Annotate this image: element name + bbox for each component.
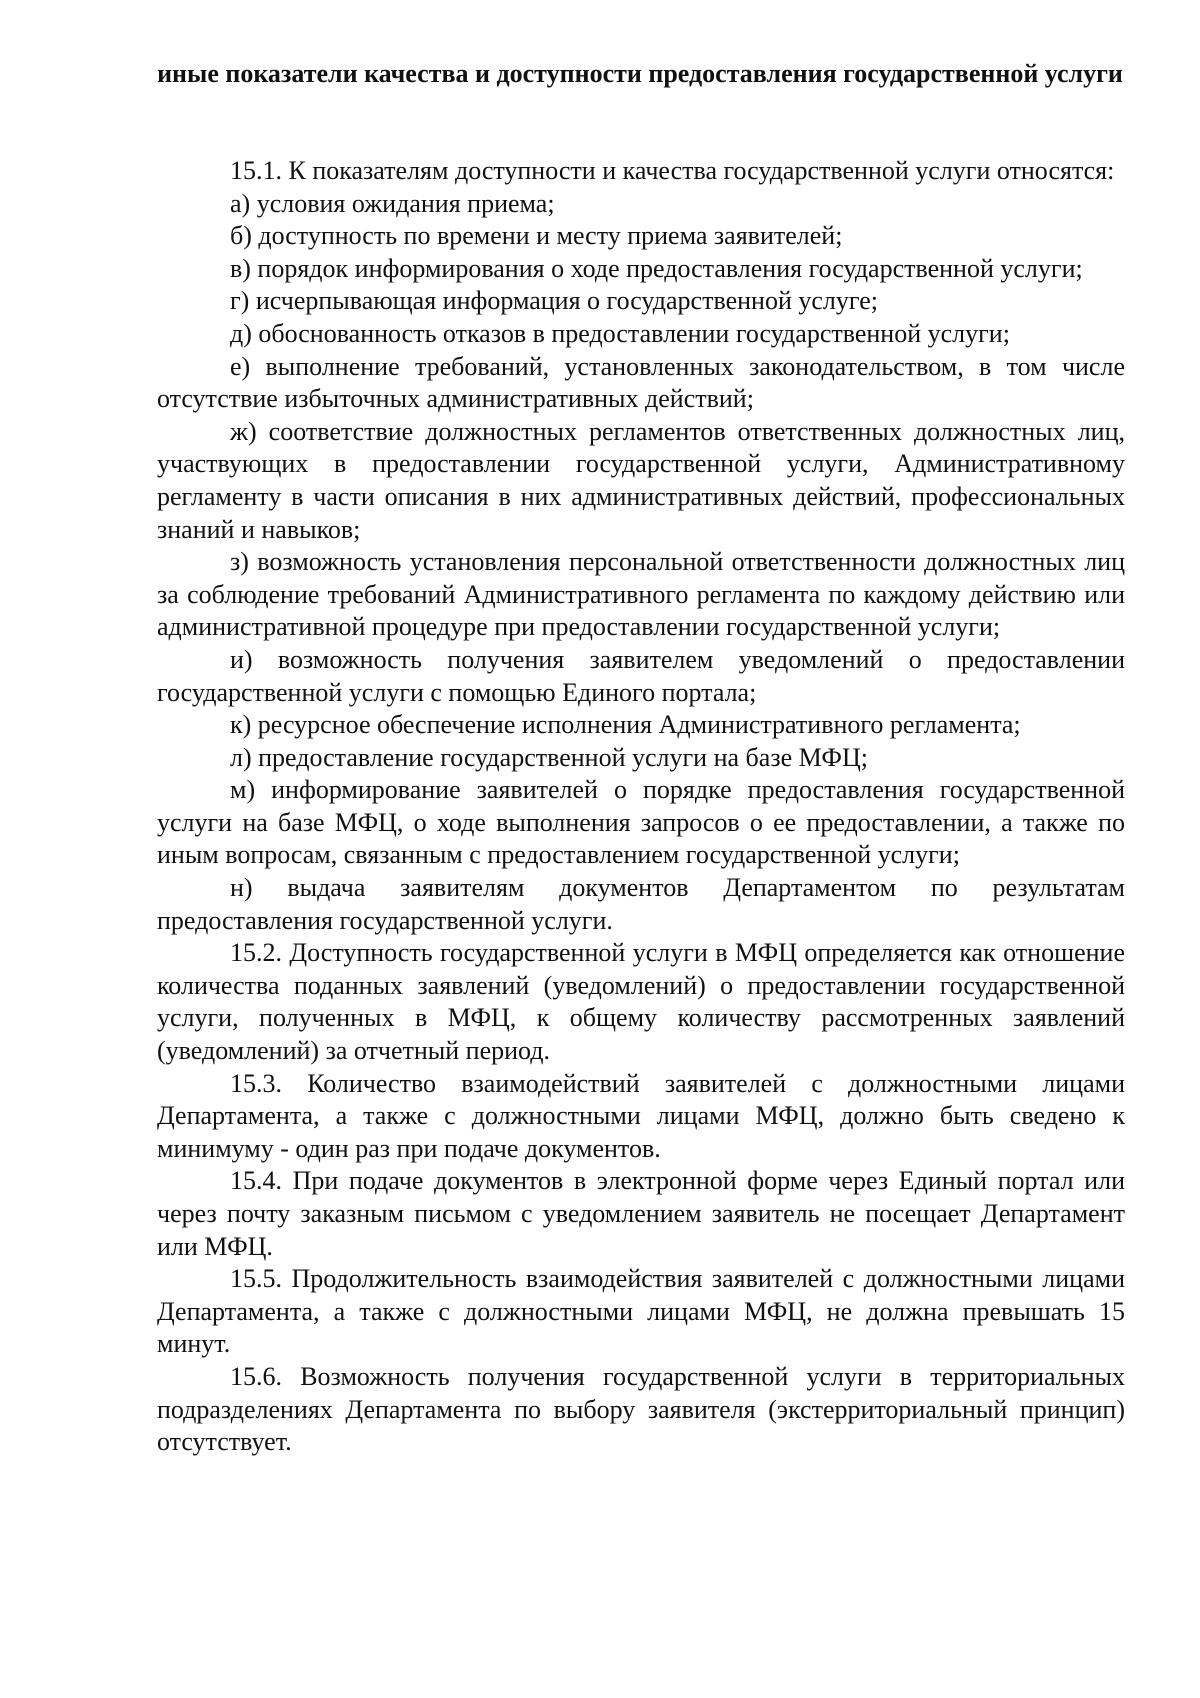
list-item-n: н) выдача заявителям документов Департаментом по результатам предоставления государственной услуги. <box>157 873 1125 935</box>
list-item-i: и) возможность получения заявителем уведомлений о предоставлении государственной услуги с помощью Единого портала; <box>157 644 1125 707</box>
list-item-b: б) доступность по времени и месту приема заявителей; <box>230 221 843 251</box>
paragraph-15-3: 15.3. Количество взаимодействий заявителей с должностными лицами Департамента, а также с должностными лицами МФЦ, должно быть сведено к минимуму - один раз при подаче документов. <box>157 1068 1125 1163</box>
list-item-g: г) исчерпывающая информация о государственной услуге; <box>230 286 878 316</box>
paragraph-15-6: 15.6. Возможность получения государственной услуги в территориальных подразделениях Департамента по выбору заявителя (экстерриториальный принцип) отсутствует. <box>157 1361 1125 1457</box>
list-item-v: в) порядок информирования о ходе предоставления государственной услуги; <box>230 253 1083 283</box>
paragraph-15-4: 15.4. При подаче документов в электронной форме через Единый портал или через почту заказным письмом с уведомлением заявитель не посещает Департамент или МФЦ. <box>157 1166 1125 1261</box>
document-body <box>157 155 1125 1459</box>
list-item-zh: ж) соответствие должностных регламентов ответственных должностных лиц, участвующих в предоставлении государственной услуги, Административному регламенту в части описания в них административных действий, профессиональных знаний и навыков; <box>157 416 1125 544</box>
list-item-l: л) предоставление государственной услуги на базе МФЦ; <box>230 742 868 772</box>
list-item-k: к) ресурсное обеспечение исполнения Административного регламента; <box>230 710 1021 740</box>
list-item-z: з) возможность установления персональной ответственности должностных лиц за соблюдение требований Административного регламента по каждому действию или административной процедуре при предоставлении государственной услуги; <box>157 547 1125 642</box>
list-item-m: м) информирование заявителей о порядке предоставления государственной услуги на базе МФЦ, о ходе выполнения запросов о ее предоставлении, а также по иным вопросам, связанным с предоставлением государственной услуги; <box>157 775 1125 870</box>
section-heading: иные показатели качества и доступности предоставления государственной услуги <box>157 59 1123 88</box>
list-item-d: д) обоснованность отказов в предоставлении государственной услуги; <box>230 318 1010 348</box>
paragraph-15-5: 15.5. Продолжительность взаимодействия заявителей с должностными лицами Департамента, а также с должностными лицами МФЦ, не должна превышать 15 минут. <box>157 1264 1125 1359</box>
paragraph-15-2: 15.2. Доступность государственной услуги в МФЦ определяется как отношение количества поданных заявлений (уведомлений) о предоставлении государственной услуги, полученных в МФЦ, к общему количеству рассмотренных заявлений (уведомлений) за отчетный период. <box>157 938 1125 1066</box>
paragraph-15-1: 15.1. К показателям доступности и качества государственной услуги относятся: <box>230 156 1115 185</box>
list-item-e: е) выполнение требований, установленных законодательством, в том числе отсутствие избыточных административных действий; <box>157 351 1125 414</box>
list-item-a: а) условия ожидания приема; <box>230 188 555 218</box>
